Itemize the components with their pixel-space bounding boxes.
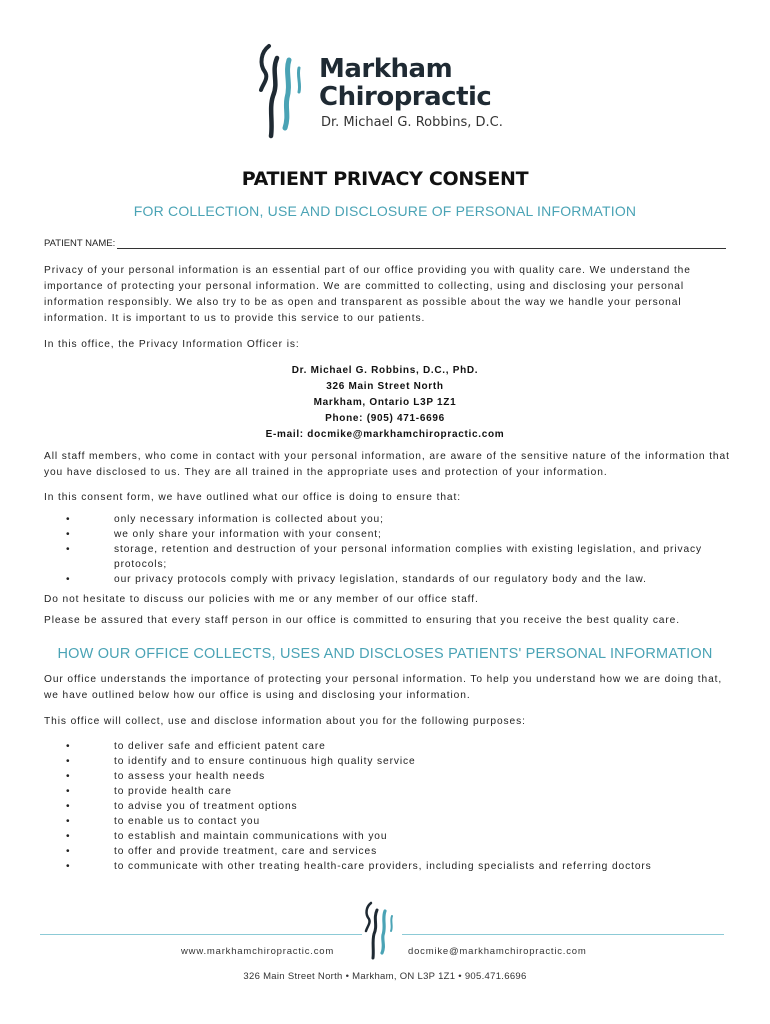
list-item: • to deliver safe and efficient patent care bbox=[66, 741, 326, 752]
bullet-icon: • bbox=[66, 816, 71, 827]
list-item: • our privacy protocols comply with privacy legislation, standards of our regulatory body and the law. bbox=[66, 574, 647, 585]
bullet-icon: • bbox=[66, 741, 71, 752]
intro-paragraph: Privacy of your personal information is an essential part of our office providing you with quality care. We understand the importance of protecting your personal information. We are committed to collecting, using and disclosing your personal information responsibly. We also try to be as open and transparent as possible about the way we handle your personal information. It is important to us to provide this service to our patients. bbox=[44, 265, 691, 324]
patient-name-label: PATIENT NAME: bbox=[44, 238, 116, 249]
markham-chiropractic-logo bbox=[255, 42, 515, 142]
purposes-intro: This office will collect, use and disclose information about you for the following purposes: bbox=[44, 716, 526, 727]
consent-bullet-list bbox=[44, 512, 724, 587]
page-subtitle: FOR COLLECTION, USE AND DISCLOSURE OF PERSONAL INFORMATION bbox=[133, 203, 637, 219]
officer-street: 326 Main Street North bbox=[326, 381, 444, 392]
section2-paragraph: Our office understands the importance of protecting your personal information. To help you understand how we are doing that, we have outlined below how our office is using and disclosing your information. bbox=[44, 674, 723, 701]
consent-intro: In this consent form, we have outlined what our office is doing to ensure that: bbox=[44, 492, 461, 503]
bullet-icon: • bbox=[66, 831, 71, 842]
list-item: • to provide health care bbox=[66, 786, 232, 797]
patient-name-underline[interactable] bbox=[117, 239, 726, 249]
list-item: • to advise you of treatment options bbox=[66, 801, 298, 812]
list-item: • to enable us to contact you bbox=[66, 816, 261, 827]
brand-doctor-name: Dr. Michael G. Robbins, D.C. bbox=[321, 115, 503, 130]
bullet-icon: • bbox=[66, 574, 71, 585]
assured-text: Please be assured that every staff person in our office is committed to ensuring that you receive the best quality care. bbox=[44, 615, 680, 626]
footer-email-link[interactable]: docmike@markhamchiropractic.com bbox=[408, 946, 587, 957]
spine-logo-icon bbox=[255, 42, 315, 142]
bullet-icon: • bbox=[66, 786, 71, 797]
brand-name-line1: Markham bbox=[319, 54, 453, 84]
bullet-icon: • bbox=[66, 544, 71, 555]
bullet-icon: • bbox=[66, 861, 71, 872]
footer-logo bbox=[362, 900, 402, 967]
list-item: • to assess your health needs bbox=[66, 771, 266, 782]
staff-paragraph: All staff members, who come in contact with your personal information, are aware of the sensitive nature of the information that you have disclosed to us. They are all trained in the appropriate uses and protection of your information. bbox=[44, 451, 730, 478]
list-item: • to offer and provide treatment, care and services bbox=[66, 846, 378, 857]
officer-email: E-mail: docmike@markhamchiropractic.com bbox=[265, 429, 505, 440]
officer-city: Markham, Ontario L3P 1Z1 bbox=[313, 397, 457, 408]
purposes-bullet-list bbox=[44, 739, 724, 874]
bullet-icon: • bbox=[66, 514, 71, 525]
bullet-icon: • bbox=[66, 846, 71, 857]
footer-website-link[interactable]: www.markhamchiropractic.com bbox=[181, 946, 335, 957]
hesitate-text: Do not hesitate to discuss our policies with me or any member of our office staff. bbox=[44, 594, 479, 605]
list-item: • storage, retention and destruction of your personal information complies with existing legislation, and privacy protocols; bbox=[66, 544, 703, 570]
list-item: • to communicate with other treating health-care providers, including specialists and referring doctors bbox=[66, 861, 652, 872]
brand-name-line2: Chiropractic bbox=[319, 82, 492, 112]
list-item: • only necessary information is collected about you; bbox=[66, 514, 384, 525]
footer-address: 326 Main Street North • Markham, ON L3P 1Z1 • 905.471.6696 bbox=[243, 971, 527, 982]
bullet-icon: • bbox=[66, 756, 71, 767]
spine-logo-icon bbox=[362, 900, 402, 962]
bullet-icon: • bbox=[66, 801, 71, 812]
officer-phone: Phone: (905) 471-6696 bbox=[325, 413, 445, 424]
list-item: • to establish and maintain communications with you bbox=[66, 831, 388, 842]
section2-heading: HOW OUR OFFICE COLLECTS, USES AND DISCLOSES PATIENTS' PERSONAL INFORMATION bbox=[57, 646, 713, 662]
footer-divider-right bbox=[402, 934, 724, 935]
bullet-icon: • bbox=[66, 529, 71, 540]
officer-intro: In this office, the Privacy Information Officer is: bbox=[44, 339, 300, 350]
footer-divider-left bbox=[40, 934, 362, 935]
bullet-icon: • bbox=[66, 771, 71, 782]
list-item: • to identify and to ensure continuous high quality service bbox=[66, 756, 416, 767]
page-title: PATIENT PRIVACY CONSENT bbox=[241, 168, 529, 190]
list-item: • we only share your information with your consent; bbox=[66, 529, 382, 540]
officer-name: Dr. Michael G. Robbins, D.C., PhD. bbox=[291, 365, 479, 376]
patient-name-field[interactable] bbox=[44, 238, 726, 249]
